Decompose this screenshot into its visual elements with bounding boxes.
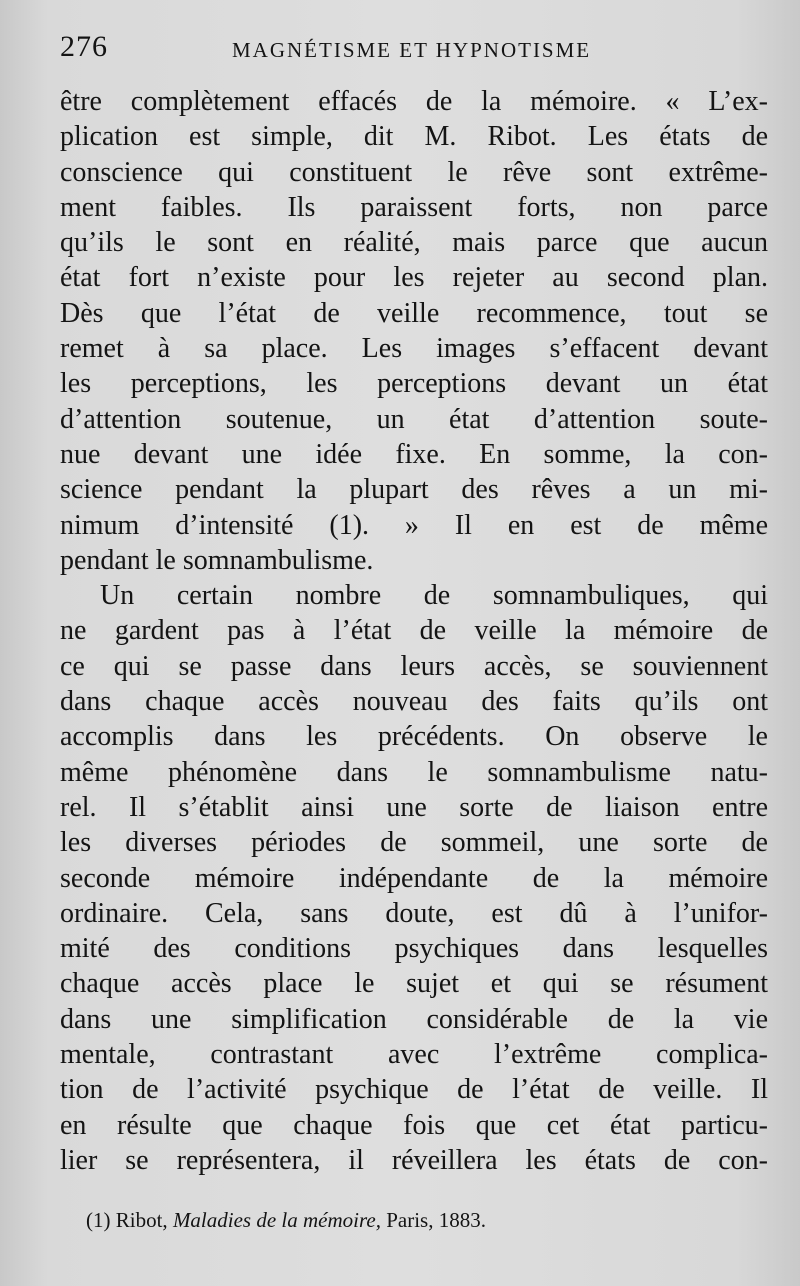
- footnote: [86, 1208, 686, 1233]
- text-line: Dès que l’état de veille recommence, tout se: [60, 297, 768, 329]
- page-number: 276: [60, 30, 108, 63]
- paragraph: [60, 84, 768, 578]
- text-line: science pendant la plupart des rêves a un mi-: [60, 474, 768, 506]
- text-line: pendant le somnambulisme.: [60, 544, 374, 576]
- text-line: Un certain nombre de somnambuliques, qui: [100, 580, 768, 612]
- text-line: accomplis dans les précédents. On observe le: [60, 721, 768, 753]
- text-line: état fort n’existe pour les rejeter au second plan.: [60, 262, 768, 294]
- paragraph: [60, 578, 768, 1178]
- text-line: en résulte que chaque fois que cet état particu-: [60, 1109, 768, 1141]
- body-text: [60, 84, 768, 1178]
- text-line: lier se représentera, il réveillera les états de con-: [60, 1144, 768, 1176]
- text-line: dans chaque accès nouveau des faits qu’ils ont: [60, 686, 768, 718]
- text-line: conscience qui constituent le rêve sont extrême-: [60, 156, 768, 188]
- footnote-marker: (1): [86, 1208, 111, 1232]
- text-line: qu’ils le sont en réalité, mais parce que aucun: [60, 227, 768, 259]
- text-line: ce qui se passe dans leurs accès, se souviennent: [60, 650, 768, 682]
- text-line: remet à sa place. Les images s’effacent devant: [60, 333, 768, 365]
- text-line: même phénomène dans le somnambulisme natu-: [60, 756, 768, 788]
- text-line: seconde mémoire indépendante de la mémoire: [60, 862, 768, 894]
- text-line: nimum d’intensité (1). » Il en est de même: [60, 509, 768, 541]
- text-line: rel. Il s’établit ainsi une sorte de liaison entre: [60, 791, 768, 823]
- text-line: chaque accès place le sujet et qui se résument: [60, 968, 768, 1000]
- text-line: les perceptions, les perceptions devant un état: [60, 368, 768, 400]
- text-line: mité des conditions psychiques dans lesquelles: [60, 933, 768, 965]
- text-line: ne gardent pas à l’état de veille la mémoire de: [60, 615, 768, 647]
- text-line: mentale, contrastant avec l’extrême complica-: [60, 1039, 768, 1071]
- text-line: être complètement effacés de la mémoire. « L’ex-: [60, 86, 768, 117]
- text-line: les diverses périodes de sommeil, une sorte de: [60, 827, 768, 859]
- text-line: plication est simple, dit M. Ribot. Les états de: [60, 121, 768, 153]
- text-line: tion de l’activité psychique de l’état de veille. Il: [60, 1074, 768, 1106]
- page-header: [60, 30, 765, 70]
- text-line: dans une simplification considérable de la vie: [60, 1003, 768, 1035]
- text-line: nue devant une idée fixe. En somme, la con-: [60, 438, 768, 470]
- footnote-place-year: Paris, 1883.: [386, 1208, 486, 1232]
- footnote-title: Maladies de la mémoire,: [172, 1208, 381, 1232]
- running-title: MAGNÉTISME ET HYPNOTISME: [232, 38, 592, 62]
- text-line: ordinaire. Cela, sans doute, est dû à l’unifor-: [60, 897, 768, 929]
- text-line: d’attention soutenue, un état d’attention soute-: [60, 403, 768, 435]
- text-line: ment faibles. Ils paraissent forts, non parce: [60, 191, 768, 223]
- footnote-author: Ribot,: [115, 1208, 168, 1232]
